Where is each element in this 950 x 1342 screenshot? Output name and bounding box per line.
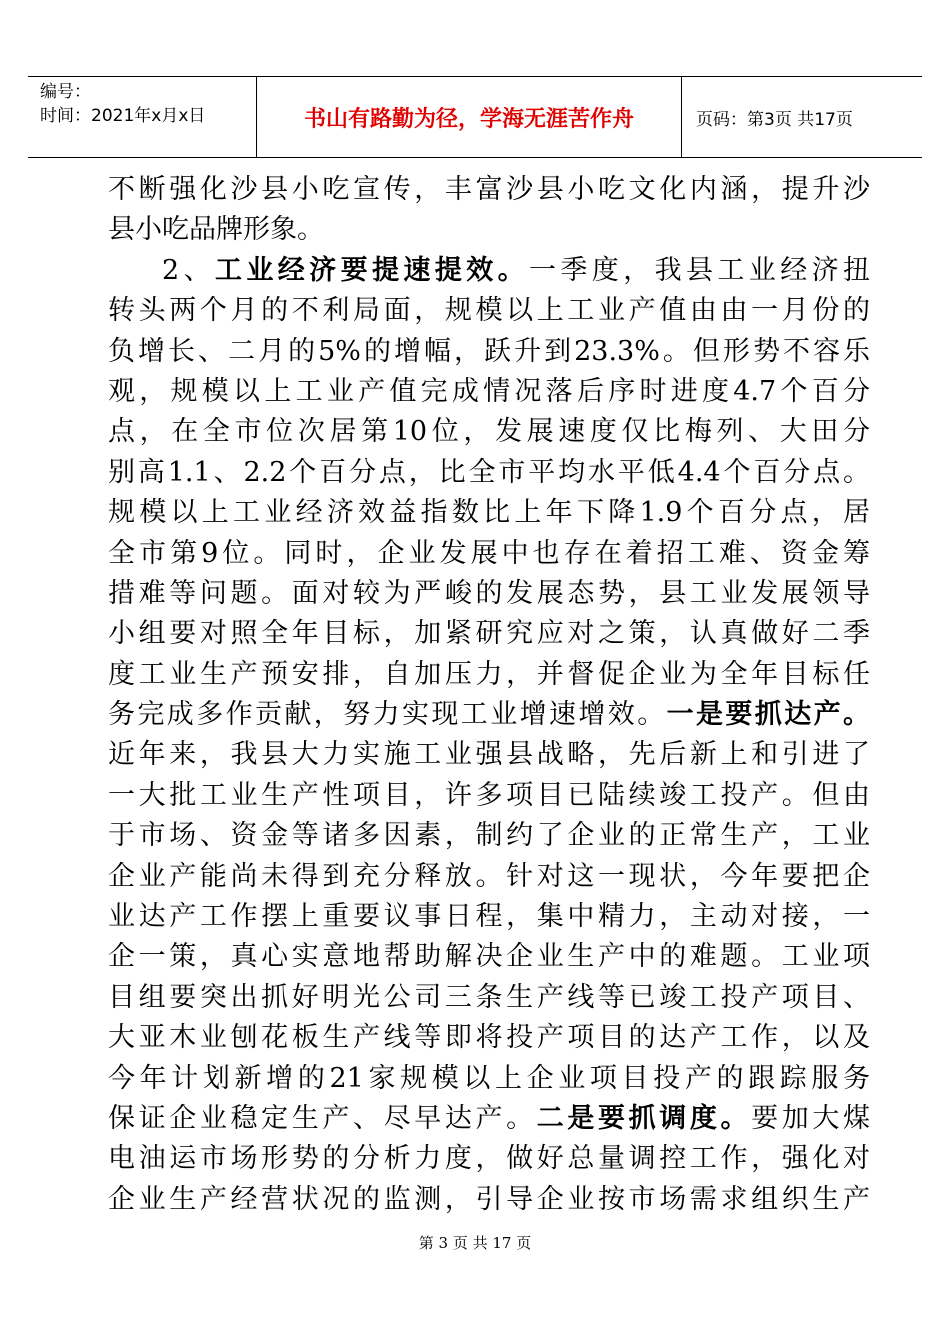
page-footer: 第 3 页 共 17 页 <box>418 1234 532 1252</box>
text-line: 措难等问题。面对较为严峻的发展态势，县工业发展领导 <box>108 577 870 609</box>
page-header <box>28 76 922 158</box>
document-body <box>108 170 870 1220</box>
text-span: 保证企业稳定生产、尽早达产。 <box>108 1102 537 1134</box>
text-line: 今年计划新增的21家规模以上企业项目投产的跟踪服务 <box>108 1062 870 1094</box>
text-line: 大亚木业刨花板生产线等即将投产项目的达产工作，以及 <box>108 1022 870 1054</box>
text-line: 企业产能尚未得到充分释放。针对这一现状，今年要把企 <box>108 860 870 892</box>
time-label: 时间：2021年x月x日 <box>40 106 206 126</box>
text-line: 一大批工业生产性项目，许多项目已陆续竣工投产。但由 <box>108 779 870 811</box>
text-line <box>108 695 870 735</box>
header-motto: 书山有路勤为径，学海无涯苦作舟 <box>257 77 682 157</box>
text-line: 小组要对照全年目标，加紧研究应对之策，认真做好二季 <box>108 618 870 650</box>
number-label: 编号： <box>40 82 91 102</box>
text-line <box>108 1099 870 1139</box>
text-span: 要加大煤 <box>751 1102 870 1134</box>
list-number: 2、 <box>162 254 215 286</box>
text-line: 观，规模以上工业产值完成情况落后序时进度4.7个百分 <box>108 375 870 407</box>
subheading-da-chan: 一是要抓达产。 <box>666 699 871 731</box>
text-line: 企一策，真心实意地帮助解决企业生产中的难题。工业项 <box>108 941 870 973</box>
text-line: 于市场、资金等诸多因素，制约了企业的正常生产，工业 <box>108 820 870 852</box>
text-line: 企业生产经营状况的监测，引导企业按市场需求组织生产 <box>108 1183 870 1215</box>
section-heading: 工业经济要提速提效。 <box>214 254 529 286</box>
text-line: 近年来，我县大力实施工业强县战略，先后新上和引进了 <box>108 739 870 771</box>
header-page-code: 页码：第3页 共17页 <box>696 109 853 130</box>
header-meta-cell <box>28 77 257 157</box>
text-line: 目组要突出抓好明光公司三条生产线等已竣工投产项目、 <box>108 981 870 1013</box>
text-line: 不断强化沙县小吃宣传，丰富沙县小吃文化内涵，提升沙 <box>108 174 870 205</box>
text-line: 县小吃品牌形象。 <box>108 214 324 246</box>
subheading-tiao-du: 二是要抓调度。 <box>536 1102 752 1134</box>
text-line: 别高1.1、2.2个百分点，比全市平均水平低4.4个百分点。 <box>108 456 870 488</box>
text-line: 度工业生产预安排，自加压力，并督促企业为全年目标任 <box>108 658 870 690</box>
text-line: 点，在全市位次居第10位，发展速度仅比梅列、大田分 <box>108 416 870 448</box>
text-line: 业达产工作摆上重要议事日程，集中精力，主动对接，一 <box>108 901 870 933</box>
text-span: 一季度，我县工业经济扭 <box>529 254 871 286</box>
text-line: 电油运市场形势的分析力度，做好总量调控工作，强化对 <box>108 1143 870 1175</box>
text-span: 务完成多作贡献，努力实现工业增速增效。 <box>108 699 667 731</box>
text-line: 全市第9位。同时，企业发展中也存在着招工难、资金筹 <box>108 537 870 569</box>
text-line: 转头两个月的不利局面，规模以上工业产值由由一月份的 <box>108 295 870 327</box>
text-line: 负增长、二月的5%的增幅，跃升到23.3%。但形势不容乐 <box>108 335 870 367</box>
text-line <box>108 251 870 291</box>
text-line: 规模以上工业经济效益指数比上年下降1.9个百分点，居 <box>108 497 870 529</box>
